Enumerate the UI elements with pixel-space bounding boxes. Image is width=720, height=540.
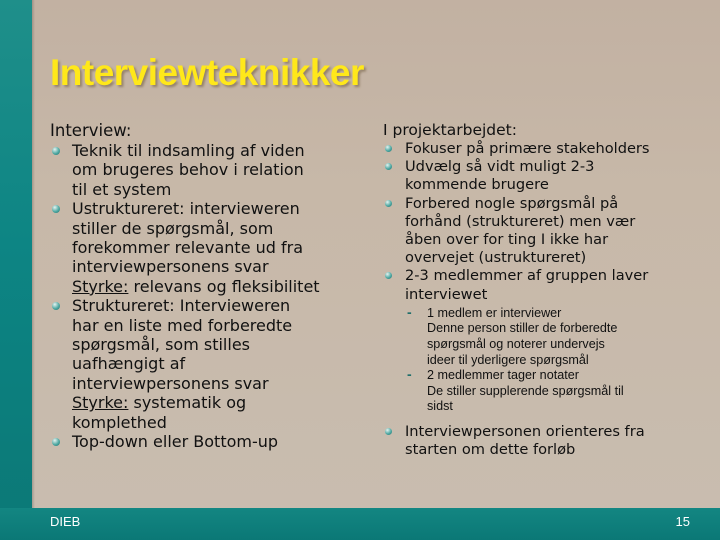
bullet-text: Forbered nogle spørgsmål på — [405, 194, 619, 212]
list-item — [50, 199, 360, 296]
list-item — [50, 141, 360, 199]
bullet-text: overvejet (ustruktureret) — [405, 249, 587, 267]
bullet-icon — [385, 163, 392, 170]
bullet-text: spørgsmål, som stilles — [72, 335, 250, 355]
right-heading: I projektarbejdet: — [383, 121, 517, 139]
strength-line — [72, 393, 360, 412]
bullet-icon — [385, 145, 392, 152]
bullet-text: Fokuser på primære stakeholders — [405, 140, 650, 157]
right-column — [383, 120, 683, 459]
strength-text: systematik og — [128, 393, 247, 413]
sub-bullet-text: spørgsmål og noterer undervejs — [427, 337, 605, 352]
bullet-text: åben over for ting I ikke har — [405, 231, 609, 249]
page-number: 15 — [675, 514, 690, 529]
strength-label: Styrke: — [72, 393, 129, 413]
strength-line — [72, 277, 360, 296]
dash-bullet-icon: - — [407, 366, 412, 383]
bullet-text: Interviewpersonen orienteres fra — [405, 422, 645, 440]
bullet-text: Udvælg så vidt muligt 2-3 — [405, 158, 595, 176]
bullet-text: stiller de spørgsmål, som — [72, 218, 274, 238]
bullet-icon — [385, 272, 392, 279]
bullet-text: kommende brugere — [405, 176, 549, 194]
bullet-text: interviewpersonens svar — [72, 257, 269, 277]
bullet-text: til et system — [72, 179, 172, 199]
bullet-icon — [52, 205, 60, 213]
left-accent-bar — [0, 0, 32, 540]
left-accent-shadow — [32, 0, 35, 540]
bullet-text: om brugeres behov i relation — [72, 160, 304, 180]
sub-bullet-text: ideer til yderligere spørgsmål — [427, 352, 589, 367]
list-item — [383, 140, 683, 158]
slide-title: Interviewteknikker — [50, 52, 364, 93]
left-column — [50, 121, 360, 452]
right-bullet-list — [383, 140, 683, 459]
strength-label: Styrke: — [72, 276, 129, 296]
bullet-text: uafhængigt af — [72, 354, 186, 374]
bullet-text: Teknik til indsamling af viden — [72, 141, 305, 160]
footer-org: DIEB — [50, 514, 81, 529]
left-heading: Interview: — [50, 121, 132, 140]
sub-bullet-text: 1 medlem er interviewer — [427, 305, 562, 320]
bullet-icon — [385, 200, 392, 207]
list-item — [50, 296, 360, 432]
bullet-text: starten om dette forløb — [405, 441, 576, 459]
bullet-text: har en liste med forberedte — [72, 315, 293, 335]
list-item — [383, 267, 683, 415]
left-bullet-list — [50, 141, 360, 452]
sub-list-item — [405, 303, 683, 368]
bullet-icon — [52, 147, 60, 155]
list-item — [383, 423, 683, 459]
bullet-text: forhånd (struktureret) men vær — [405, 212, 636, 230]
strength-text: relevans og fleksibilitet — [128, 276, 320, 296]
list-item — [50, 432, 360, 451]
bullet-icon — [52, 302, 60, 310]
sub-list-item — [405, 368, 683, 415]
bullet-text: interviewet — [405, 285, 488, 303]
bullet-text: interviewpersonens svar — [72, 373, 269, 393]
sub-bullet-list — [405, 303, 683, 415]
bullet-icon — [52, 438, 60, 446]
sub-bullet-text: sidst — [427, 399, 453, 414]
bullet-text: Ustruktureret: intervieweren — [72, 199, 300, 219]
bullet-icon — [385, 428, 392, 435]
bullet-text: 2-3 medlemmer af gruppen laver — [405, 267, 649, 285]
bullet-text: forekommer relevante ud fra — [72, 238, 304, 258]
bullet-text: Top-down eller Bottom-up — [72, 432, 279, 452]
sub-bullet-text: De stiller supplerende spørgsmål til — [427, 383, 624, 398]
sub-bullet-text: 2 medlemmer tager notater — [427, 368, 579, 383]
bullet-text: Struktureret: Intervieweren — [72, 296, 291, 316]
list-item — [383, 195, 683, 268]
footer-bar — [0, 508, 720, 540]
list-item — [383, 158, 683, 194]
bullet-text: komplethed — [72, 412, 167, 432]
dash-bullet-icon: - — [407, 303, 412, 320]
sub-bullet-text: Denne person stiller de forberedte — [427, 321, 618, 336]
